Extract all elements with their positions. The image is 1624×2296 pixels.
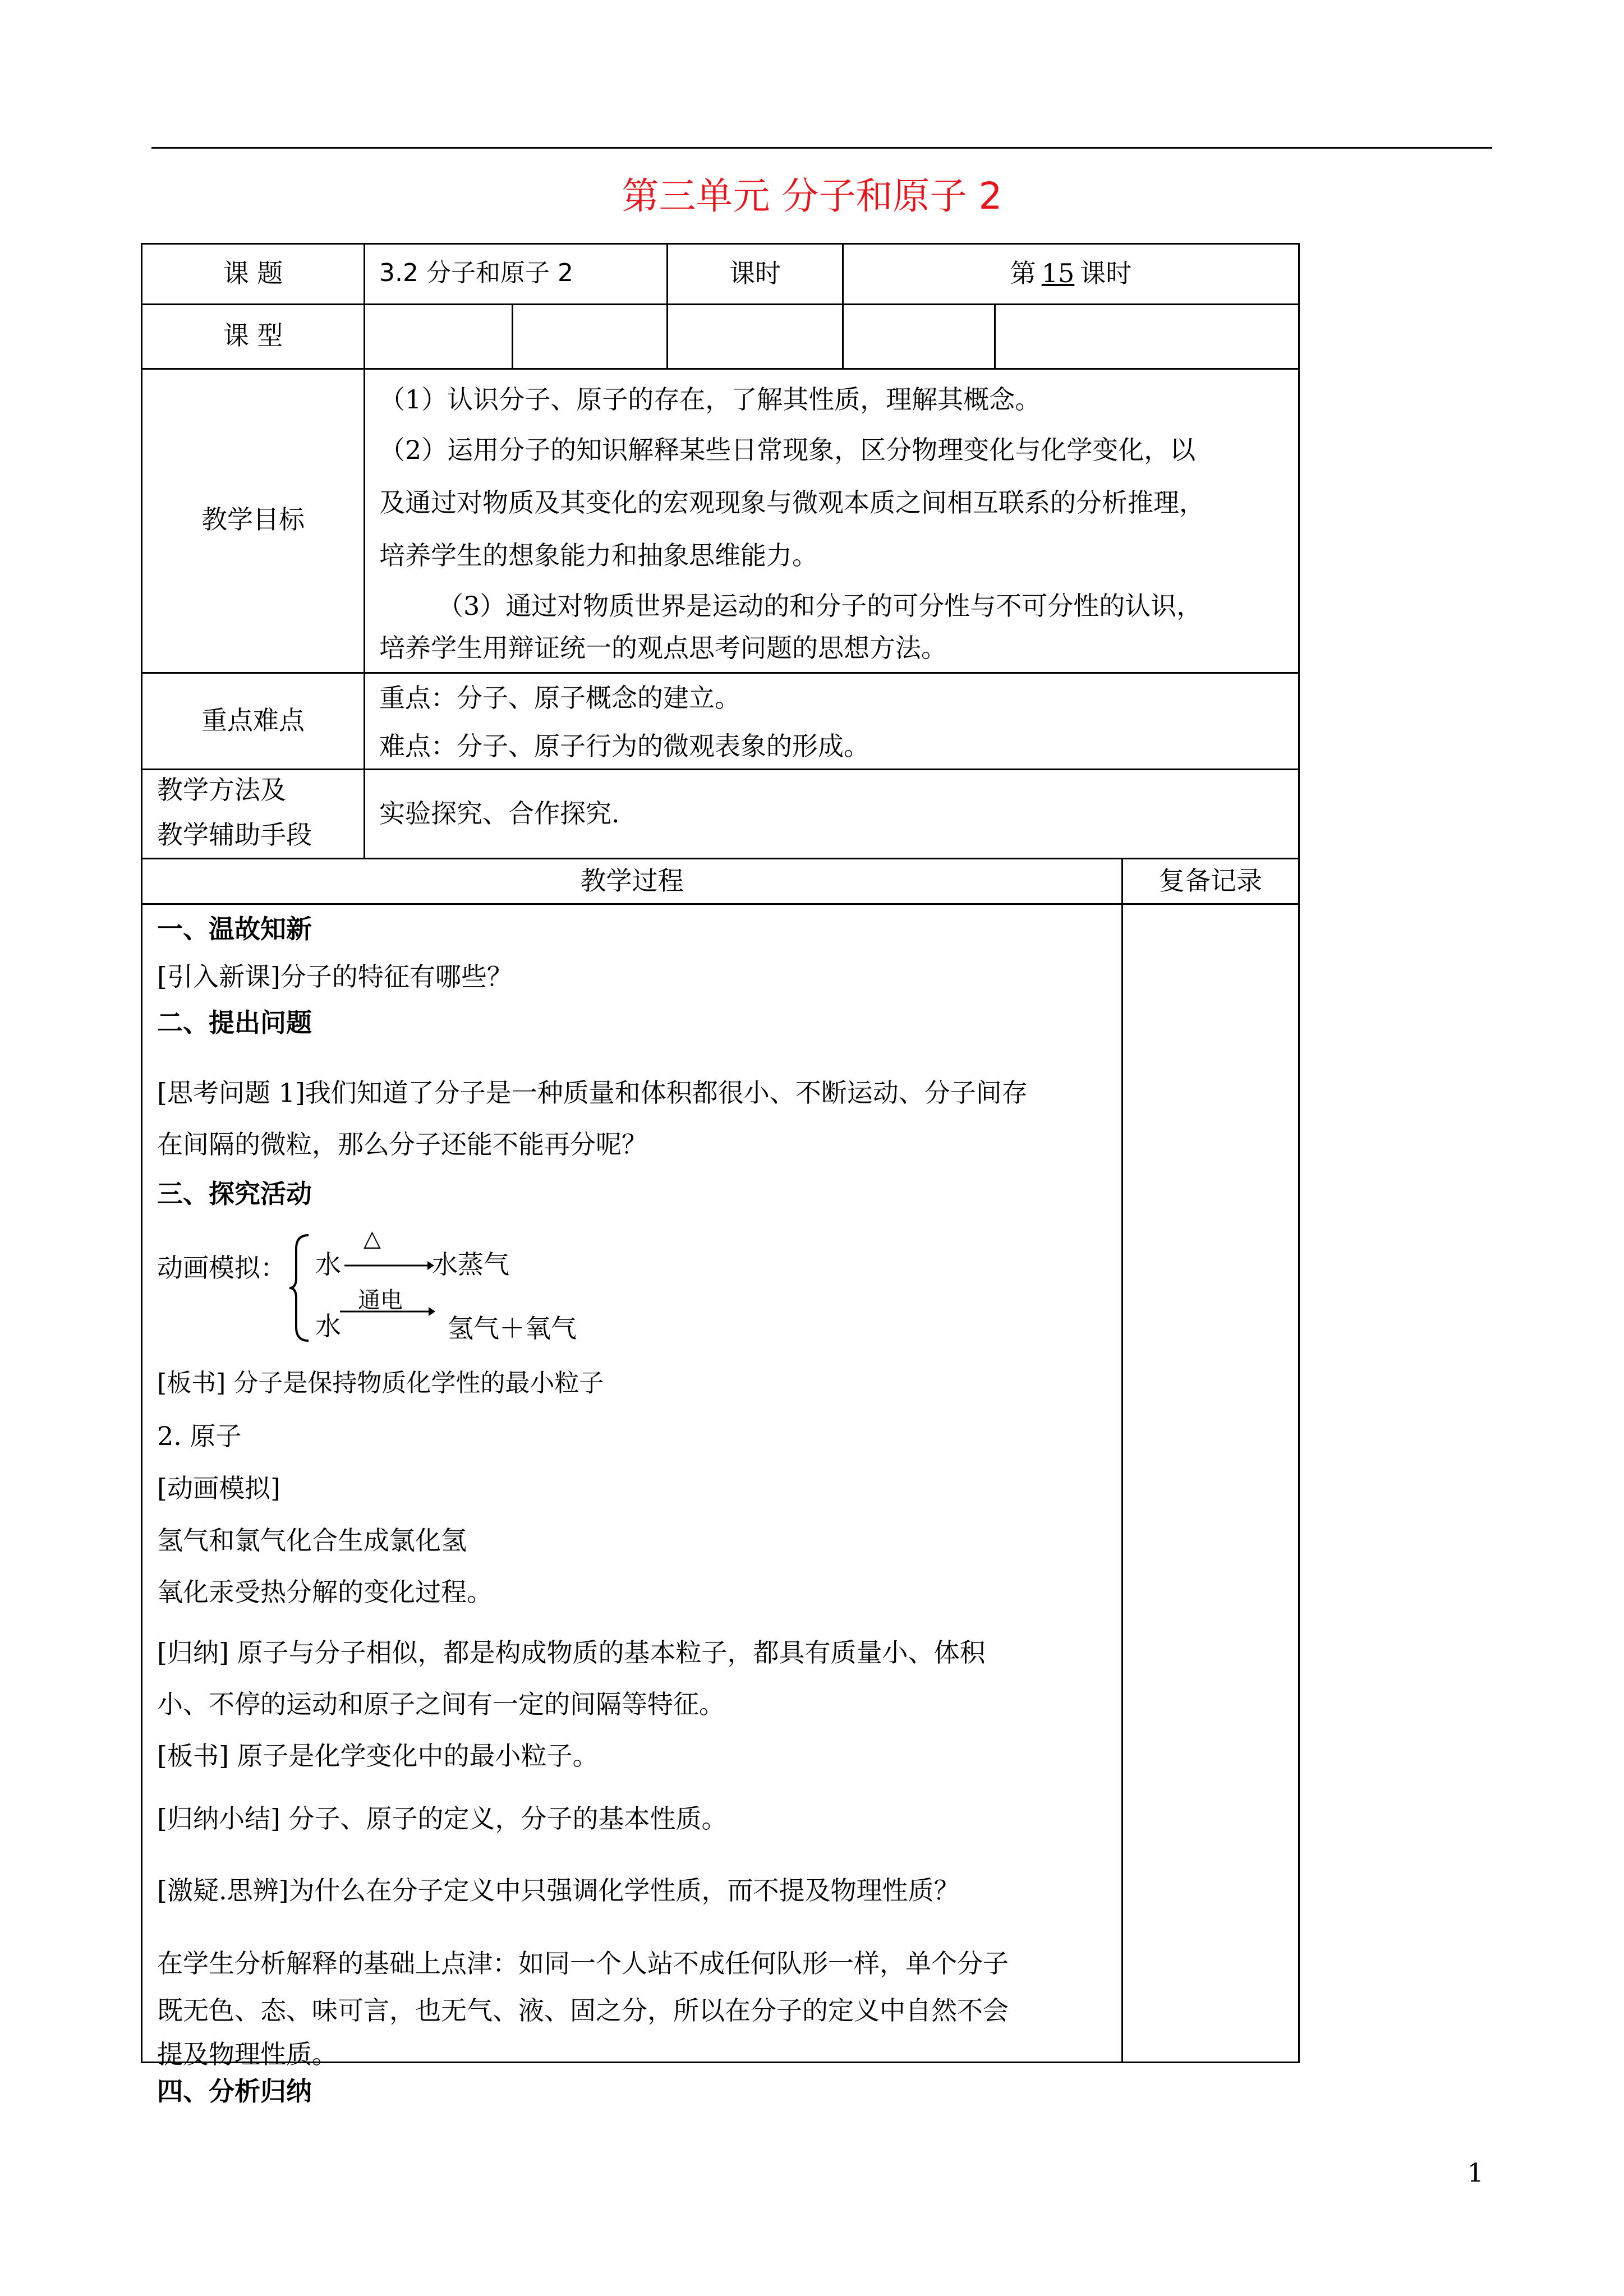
section-heading: 二、提出问题 bbox=[157, 1007, 312, 1038]
process-line: [板书] 原子是化学变化中的最小粒子。 bbox=[157, 1741, 599, 1771]
col-divider bbox=[364, 243, 365, 858]
process-line: 小、不停的运动和原子之间有一定的间隔等特征。 bbox=[157, 1689, 725, 1719]
keypoints-label: 重点难点 bbox=[201, 705, 305, 735]
process-line: [思考问题 1]我们知道了分子是一种质量和体积都很小、不断运动、分子间存 bbox=[157, 1078, 1028, 1108]
period-number: 15 bbox=[1041, 258, 1075, 288]
row-divider bbox=[141, 672, 1300, 674]
page-number: 1 bbox=[1467, 2157, 1484, 2188]
process-line: 氧化汞受热分解的变化过程。 bbox=[157, 1577, 493, 1607]
col-divider bbox=[512, 303, 513, 369]
row-divider bbox=[141, 769, 1300, 770]
process-line: [引入新课]分子的特征有哪些？ bbox=[157, 961, 513, 992]
header-rule bbox=[151, 147, 1492, 149]
topic-value: 3.2 分子和原子 2 bbox=[379, 259, 573, 287]
process-line: 氢气和氯气化合生成氯化氢 bbox=[157, 1525, 467, 1556]
section-heading: 三、探究活动 bbox=[157, 1179, 312, 1209]
process-line: [归纳] 原子与分子相似，都是构成物质的基本粒子，都具有质量小、体积 bbox=[157, 1637, 986, 1668]
arrow-right-icon bbox=[344, 1259, 434, 1272]
objective-line: （3）通过对物质世界是运动的和分子的可分性与不可分性的认识， bbox=[438, 591, 1203, 621]
reaction1-condition: △ bbox=[364, 1226, 381, 1251]
methods-label-line2: 教学辅助手段 bbox=[157, 820, 312, 850]
key-point: 重点：分子、原子概念的建立。 bbox=[379, 683, 740, 713]
reaction1-reactant: 水 bbox=[315, 1249, 341, 1280]
table-border-right bbox=[1298, 243, 1300, 2063]
row-divider bbox=[141, 303, 1300, 305]
section-heading: 一、温故知新 bbox=[157, 914, 312, 944]
process-line: [动画模拟] bbox=[157, 1473, 280, 1503]
table-border-top bbox=[141, 243, 1300, 245]
col-divider bbox=[1121, 858, 1123, 2062]
methods-label-line1: 教学方法及 bbox=[157, 775, 286, 805]
objective-line: （2）运用分子的知识解释某些日常现象，区分物理变化与化学变化，以 bbox=[379, 435, 1196, 465]
section-heading: 四、分析归纳 bbox=[157, 2076, 312, 2106]
process-line: 在学生分析解释的基础上点津：如同一个人站不成任何队形一样，单个分子 bbox=[157, 1948, 1009, 1978]
reaction1-product: 水蒸气 bbox=[432, 1249, 509, 1280]
methods-value: 实验探究、合作探究. bbox=[379, 798, 620, 829]
page-title: 第三单元 分子和原子 2 bbox=[622, 174, 1002, 218]
period-label: 课时 bbox=[729, 258, 781, 288]
period-value bbox=[844, 257, 1298, 289]
reaction2-product: 氢气＋氧气 bbox=[448, 1313, 577, 1343]
row-divider bbox=[141, 858, 1300, 859]
brace-icon bbox=[286, 1232, 314, 1344]
process-line: 提及物理性质。 bbox=[157, 2039, 338, 2069]
notes-header: 复备记录 bbox=[1159, 866, 1262, 896]
row-divider bbox=[141, 903, 1300, 905]
process-line: [激疑.思辨]为什么在分子定义中只强调化学性质，而不提及物理性质？ bbox=[157, 1875, 960, 1906]
difficult-point: 难点：分子、原子行为的微观表象的形成。 bbox=[379, 731, 869, 761]
objective-line: （1）认识分子、原子的存在，了解其性质，理解其概念。 bbox=[379, 384, 1041, 415]
objectives-label: 教学目标 bbox=[201, 504, 305, 535]
process-line: 既无色、态、味可言，也无气、液、固之分，所以在分子的定义中自然不会 bbox=[157, 1995, 1009, 2026]
period-prefix: 第 bbox=[1010, 258, 1036, 288]
process-line: 2. 原子 bbox=[157, 1421, 242, 1451]
objective-line: 培养学生的想象能力和抽象思维能力。 bbox=[379, 540, 818, 570]
row-divider bbox=[141, 368, 1300, 370]
type-label: 课 型 bbox=[223, 320, 283, 351]
col-divider bbox=[994, 303, 996, 369]
topic-label: 课 题 bbox=[223, 258, 283, 288]
arrow-right-icon bbox=[340, 1305, 435, 1318]
objective-line: 及通过对物质及其变化的宏观现象与微观本质之间相互联系的分析推理， bbox=[379, 487, 1205, 518]
process-line: [板书] 分子是保持物质化学性的最小粒子 bbox=[157, 1369, 604, 1397]
objective-line: 培养学生用辩证统一的观点思考问题的思想方法。 bbox=[379, 633, 947, 663]
process-header: 教学过程 bbox=[580, 866, 684, 896]
reaction2-reactant: 水 bbox=[315, 1311, 341, 1341]
reaction2-condition: 通电 bbox=[358, 1287, 403, 1313]
period-suffix: 课时 bbox=[1080, 258, 1132, 288]
process-line: [归纳小结] 分子、原子的定义，分子的基本性质。 bbox=[157, 1803, 728, 1834]
process-line: 在间隔的微粒，那么分子还能不能再分呢？ bbox=[157, 1129, 647, 1159]
animation-label: 动画模拟： bbox=[157, 1253, 286, 1283]
